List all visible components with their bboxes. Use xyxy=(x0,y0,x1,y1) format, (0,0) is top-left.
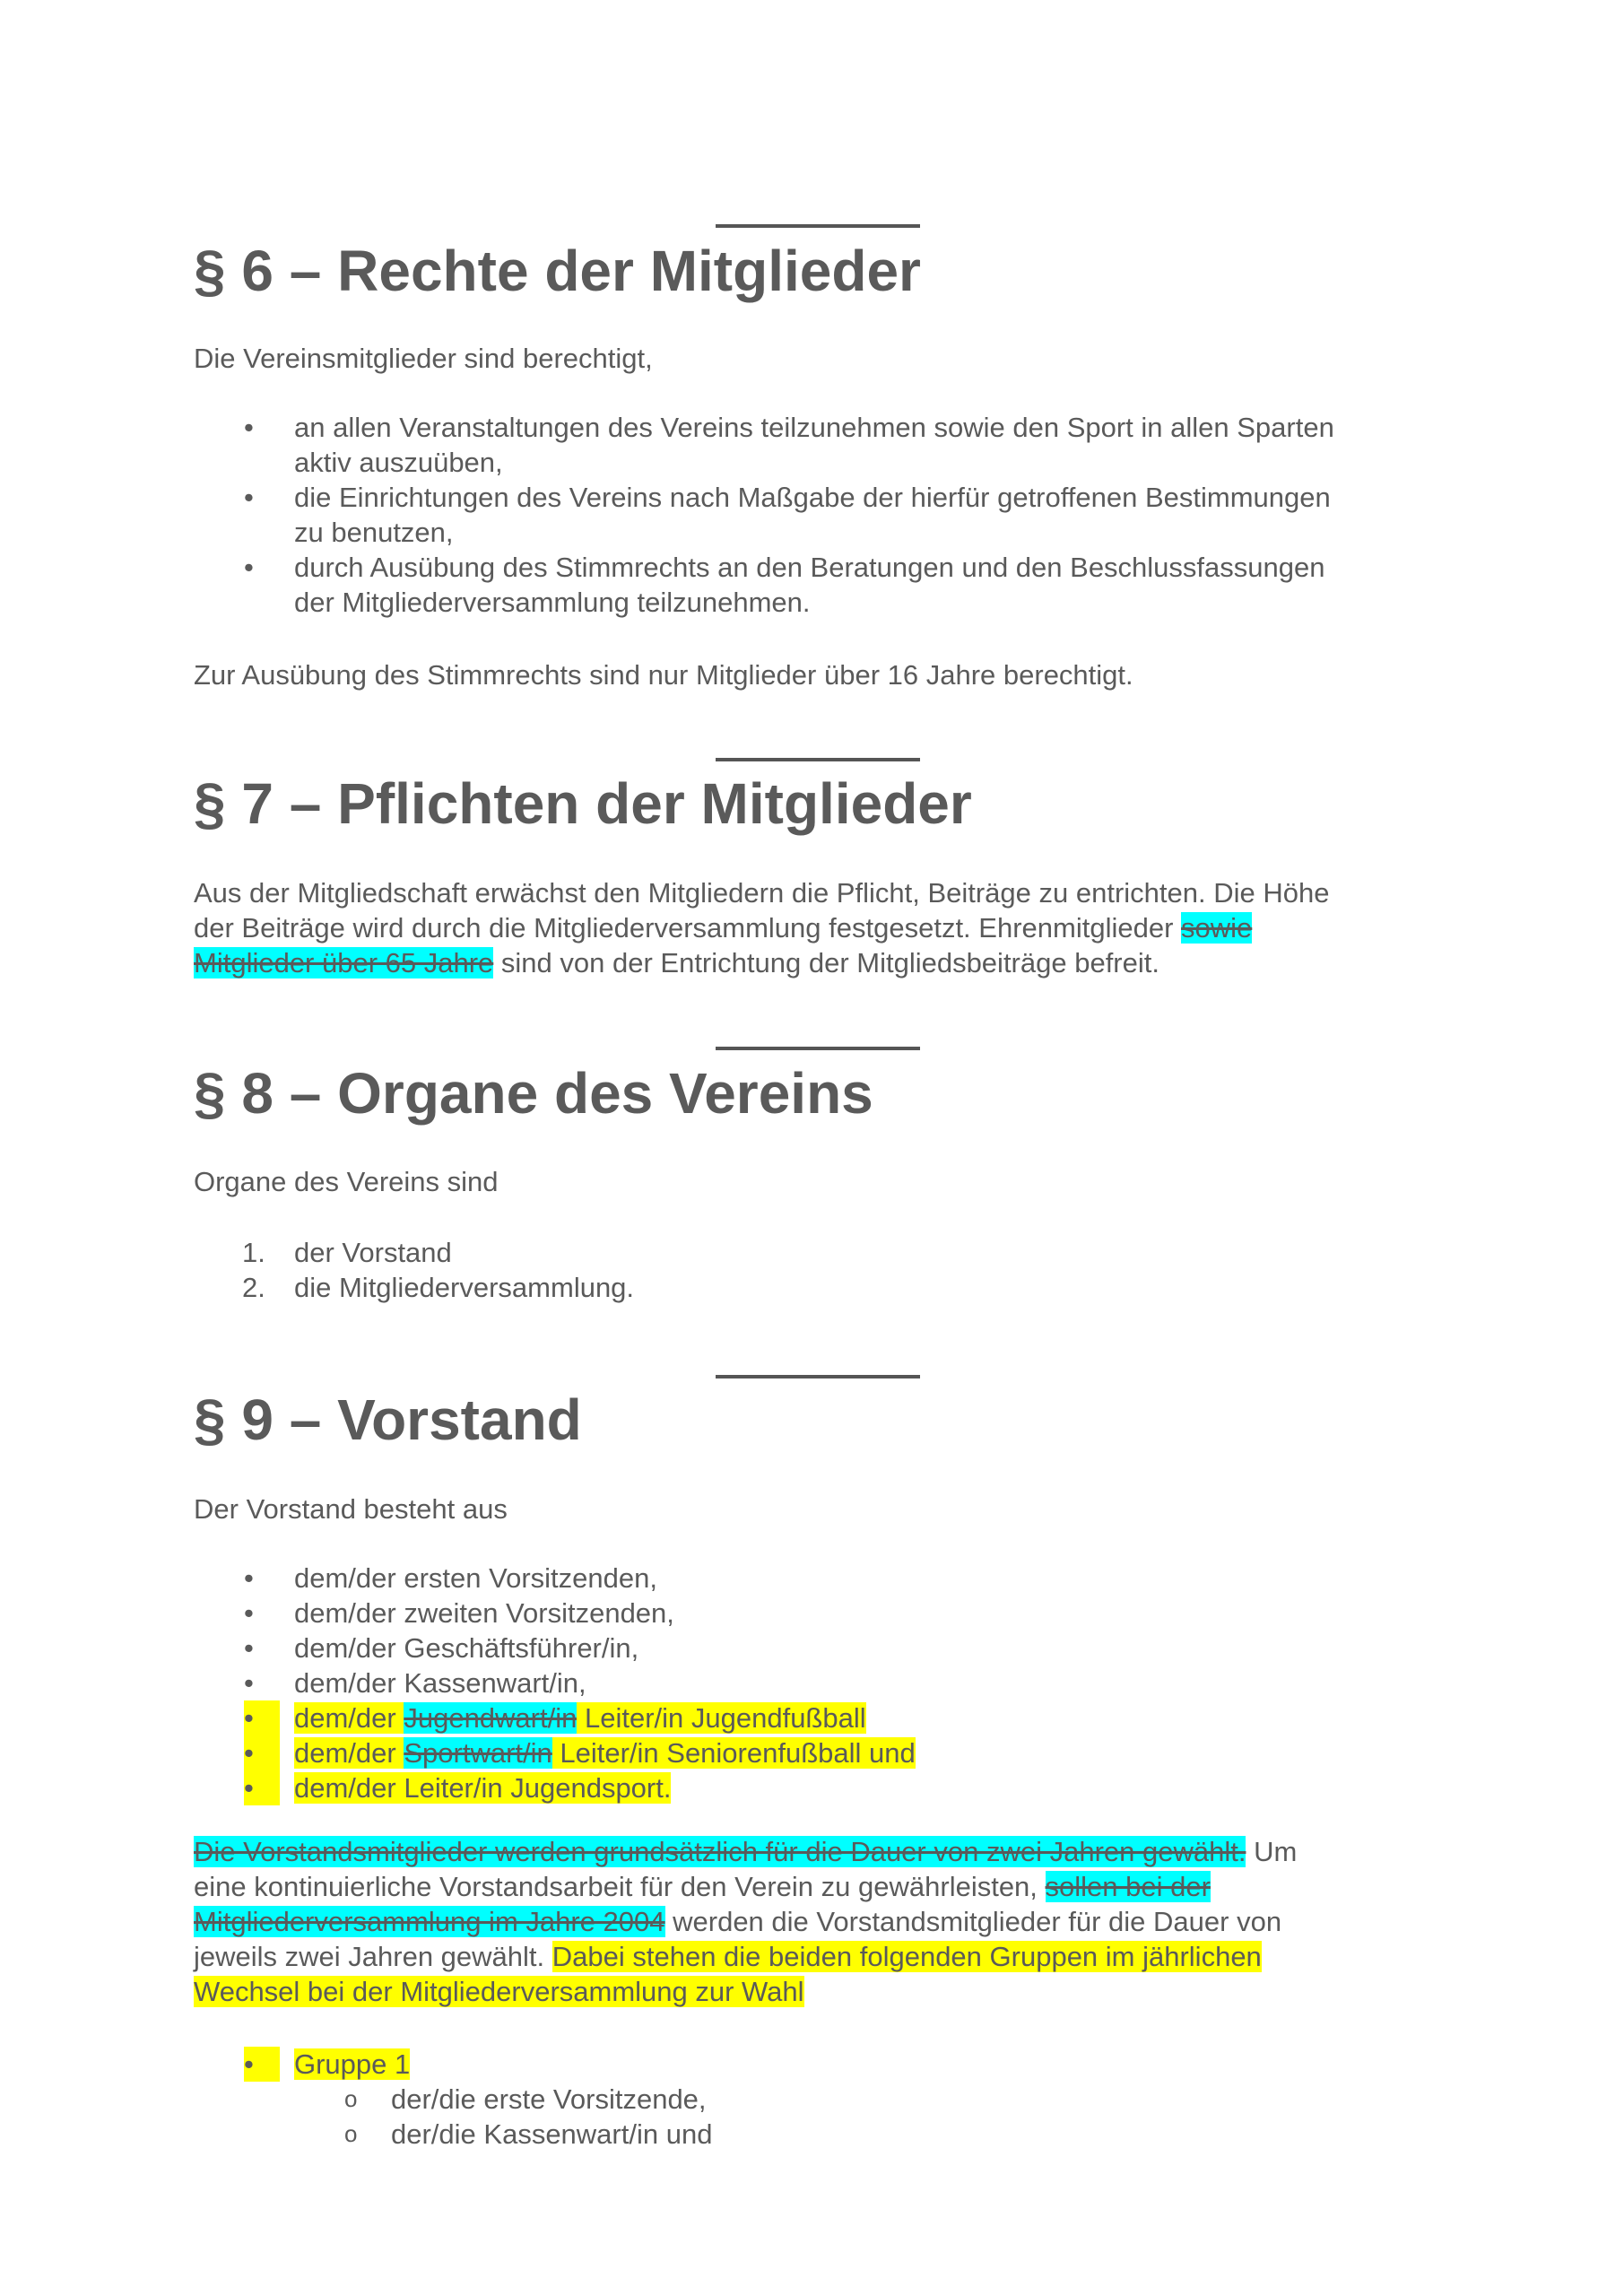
bullet-icon xyxy=(244,2047,280,2082)
deleted-text: sollen bei der xyxy=(1045,1871,1211,1902)
inserted-text: Wechsel bei der Mitgliederversammlung zur Wahl xyxy=(194,1976,804,2007)
section-6-outro: Zur Ausübung des Stimmrechts sind nur Mitglieder über 16 Jahre berechtigt. xyxy=(194,659,1133,691)
circle-bullet-icon: o xyxy=(344,2085,358,2112)
list-item xyxy=(194,1235,1467,1270)
list-number: 2. xyxy=(242,1272,265,1303)
section-9-list xyxy=(194,1561,1467,1805)
item-text: dem/der xyxy=(294,1737,404,1769)
section-divider xyxy=(716,1375,920,1378)
section-9-paragraph xyxy=(194,1834,1449,2009)
list-item xyxy=(194,2047,1467,2082)
section-7-paragraph xyxy=(194,875,1449,980)
bullet-icon xyxy=(244,550,280,585)
list-item xyxy=(194,1561,1467,1596)
bullet-icon xyxy=(244,1665,280,1700)
deleted-text: Jugendwart/in xyxy=(404,1702,578,1734)
bullet-icon xyxy=(244,1631,280,1665)
item-text: dem/der Kassenwart/in, xyxy=(294,1667,586,1699)
item-text: dem/der Geschäftsführer/in, xyxy=(294,1632,639,1664)
item-text: durch Ausübung des Stimmrechts an den Beratungen und den Beschlussfassungen xyxy=(294,552,1325,583)
section-8-list xyxy=(194,1235,1467,1305)
section-divider xyxy=(716,224,920,228)
item-text: an allen Veranstaltungen des Vereins teilzunehmen sowie den Sport in allen Sparten xyxy=(294,412,1334,443)
item-text: die Einrichtungen des Vereins nach Maßgabe der hierfür getroffenen Bestimmungen xyxy=(294,482,1331,513)
item-text: aktiv auszuüben, xyxy=(294,447,503,478)
section-6-title: § 6 – Rechte der Mitglieder xyxy=(194,239,921,303)
bullet-icon xyxy=(244,1770,280,1805)
bullet-icon xyxy=(244,1735,280,1770)
bullet-icon xyxy=(244,1561,280,1596)
deleted-text: Mitgliederversammlung im Jahre 2004 xyxy=(194,1906,665,1937)
list-item xyxy=(194,1631,1467,1665)
section-divider xyxy=(716,1047,920,1050)
bullet-icon xyxy=(244,1700,280,1735)
item-text: der/die erste Vorsitzende, xyxy=(391,2083,707,2115)
section-8-intro: Organe des Vereins sind xyxy=(194,1166,499,1197)
text-line: Aus der Mitgliedschaft erwächst den Mitgliedern die Pflicht, Beiträge zu entrichten. Die Höhe xyxy=(194,877,1330,909)
deleted-text: sowie xyxy=(1181,912,1253,944)
item-text: dem/der zweiten Vorsitzenden, xyxy=(294,1597,674,1629)
text-line: der Beiträge wird durch die Mitgliederversammlung festgesetzt. Ehrenmitglieder xyxy=(194,912,1181,944)
section-divider xyxy=(716,758,920,761)
inserted-text: Dabei stehen die beiden folgenden Gruppen im jährlichen xyxy=(551,1941,1262,1972)
list-item xyxy=(194,1700,1467,1735)
text-line: sind von der Entrichtung der Mitgliedsbeiträge befreit. xyxy=(493,947,1159,978)
text-line: Um xyxy=(1246,1836,1298,1867)
section-6-list xyxy=(194,410,1467,620)
bullet-icon xyxy=(244,480,280,515)
deleted-text: Die Vorstandsmitglieder werden grundsätzlich für die Dauer von zwei Jahren gewählt. xyxy=(194,1836,1246,1867)
list-item xyxy=(194,550,1467,620)
section-7-title: § 7 – Pflichten der Mitglieder xyxy=(194,771,972,836)
deleted-text: Sportwart/in xyxy=(404,1737,552,1769)
deleted-text: Mitglieder über 65 Jahre xyxy=(194,947,494,978)
section-9-intro: Der Vorstand besteht aus xyxy=(194,1493,508,1525)
section-8-title: § 8 – Organe des Vereins xyxy=(194,1061,873,1126)
sub-list-item xyxy=(194,2082,1467,2117)
item-text: der Mitgliederversammlung teilzunehmen. xyxy=(294,587,811,618)
list-item xyxy=(194,480,1467,550)
text-line: jeweils zwei Jahren gewählt. xyxy=(194,1941,552,1972)
bullet-icon xyxy=(244,1596,280,1631)
list-item xyxy=(194,410,1467,480)
list-item xyxy=(194,1665,1467,1700)
list-item xyxy=(194,1270,1467,1305)
item-text: dem/der xyxy=(294,1702,404,1734)
list-item xyxy=(194,1735,1467,1770)
circle-bullet-icon: o xyxy=(344,2120,358,2147)
item-text: zu benutzen, xyxy=(294,517,454,548)
group-list xyxy=(194,2047,1467,2152)
list-number: 1. xyxy=(242,1237,265,1268)
section-6-intro: Die Vereinsmitglieder sind berechtigt, xyxy=(194,343,653,374)
item-text: die Mitgliederversammlung. xyxy=(294,1272,635,1303)
section-9-title: § 9 – Vorstand xyxy=(194,1387,582,1452)
text-line: werden die Vorstandsmitglieder für die Dauer von xyxy=(664,1906,1282,1937)
list-item xyxy=(194,1596,1467,1631)
sub-list-item xyxy=(194,2117,1467,2152)
item-text: dem/der ersten Vorsitzenden, xyxy=(294,1562,657,1594)
inserted-text: dem/der Leiter/in Jugendsport. xyxy=(294,1772,672,1804)
bullet-icon xyxy=(244,410,280,445)
text-line: eine kontinuierliche Vorstandsarbeit für den Verein zu gewährleisten, xyxy=(194,1871,1046,1902)
inserted-text: Leiter/in Jugendfußball xyxy=(577,1702,866,1734)
item-text: der Vorstand xyxy=(294,1237,452,1268)
list-item xyxy=(194,1770,1467,1805)
group-label: Gruppe 1 xyxy=(294,2048,411,2080)
inserted-text: Leiter/in Seniorenfußball und xyxy=(551,1737,916,1769)
item-text: der/die Kassenwart/in und xyxy=(391,2118,713,2150)
